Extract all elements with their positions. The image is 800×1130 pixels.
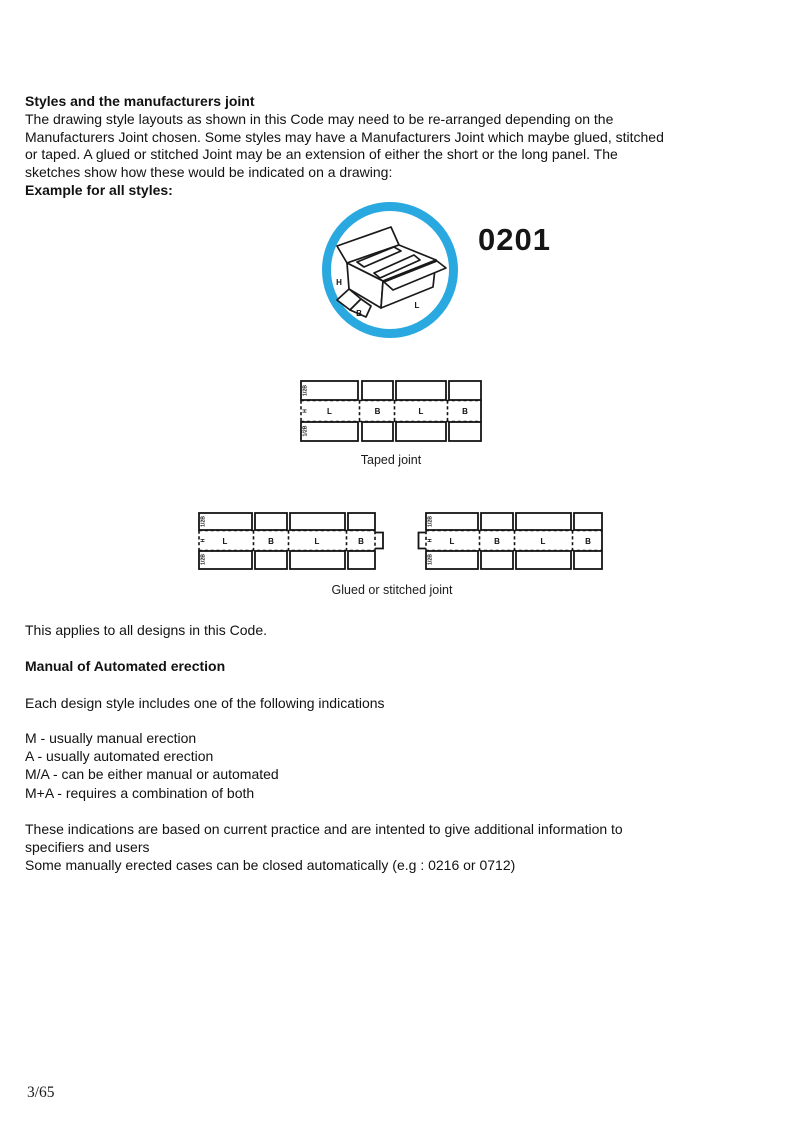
style-code: 0201 (478, 222, 551, 257)
notes-block (25, 820, 623, 874)
indications-list (25, 729, 279, 802)
box-label-h: H (336, 278, 342, 287)
note-line: These indications are based on current practice and are intented to give additional information to (25, 821, 623, 837)
panel-label: B (358, 537, 364, 546)
taped-joint-caption: Taped joint (360, 453, 422, 467)
paragraph-line: The drawing style layouts as shown in this Code may need to be re-arranged depending on the (25, 110, 614, 127)
panel-label: L (540, 537, 546, 546)
panel-label: B (462, 407, 468, 416)
edge-label: H (200, 538, 207, 543)
panel-label: B (374, 407, 381, 416)
indication-item: M+A - requires a combination of both (25, 784, 255, 801)
box-label-b: B (356, 309, 362, 318)
intro-section (25, 93, 664, 200)
paragraph-line: sketches show how these would be indicated on a drawing: (25, 164, 393, 181)
glued-joint-drawing-right (417, 512, 603, 570)
paragraph-line: or taped. A glued or stitched Joint may be an extension of either the short or the long panel. The (25, 146, 618, 163)
panel-label: B (494, 537, 500, 546)
applies-line: This applies to all designs in this Code. (25, 622, 268, 638)
section-heading: Styles and the manufacturers joint (25, 93, 255, 109)
note-line: specifiers and users (25, 839, 150, 855)
open-box-sketch (325, 205, 455, 335)
panel-label: B (268, 537, 274, 546)
box-label-l: L (414, 301, 420, 310)
edge-label: 1/2B (200, 554, 207, 565)
indication-item: M - usually manual erection (25, 730, 197, 746)
panel-label: L (314, 537, 320, 546)
taped-joint-drawing (300, 380, 482, 442)
panel-label: B (585, 537, 591, 546)
indication-item: A - usually automated erection (25, 748, 214, 765)
panel-label: L (222, 537, 228, 546)
paragraph-line: Manufacturers Joint chosen. Some styles may have a Manufacturers Joint which maybe glued, stitched (25, 128, 664, 145)
glue-tab (419, 533, 427, 549)
glue-tab (375, 533, 383, 549)
edge-label: 1/2B (427, 516, 434, 527)
page-number: 3/65 (27, 1084, 55, 1101)
glued-joint-caption: Glued or stitched joint (331, 583, 453, 597)
edge-label: 1/2B (302, 425, 309, 437)
example-label: Example for all styles: (25, 181, 173, 198)
glued-joint-drawing-left (198, 512, 384, 570)
edge-label: 1/2B (200, 516, 207, 527)
panel-label: L (327, 407, 332, 416)
erection-intro-line: Each design style includes one of the following indications (25, 695, 385, 711)
edge-label: H (427, 538, 434, 543)
indication-item: M/A - can be either manual or automated (25, 766, 279, 783)
panel-label: L (449, 537, 455, 546)
edge-label: H (302, 409, 309, 413)
note-line: Some manually erected cases can be closed automatically (e.g : 0216 or 0712) (25, 857, 516, 873)
erection-heading: Manual of Automated erection (25, 658, 226, 674)
edge-label: 1/2B (427, 554, 434, 565)
panel-label: L (418, 407, 424, 416)
edge-label: 1/2B (302, 385, 309, 396)
